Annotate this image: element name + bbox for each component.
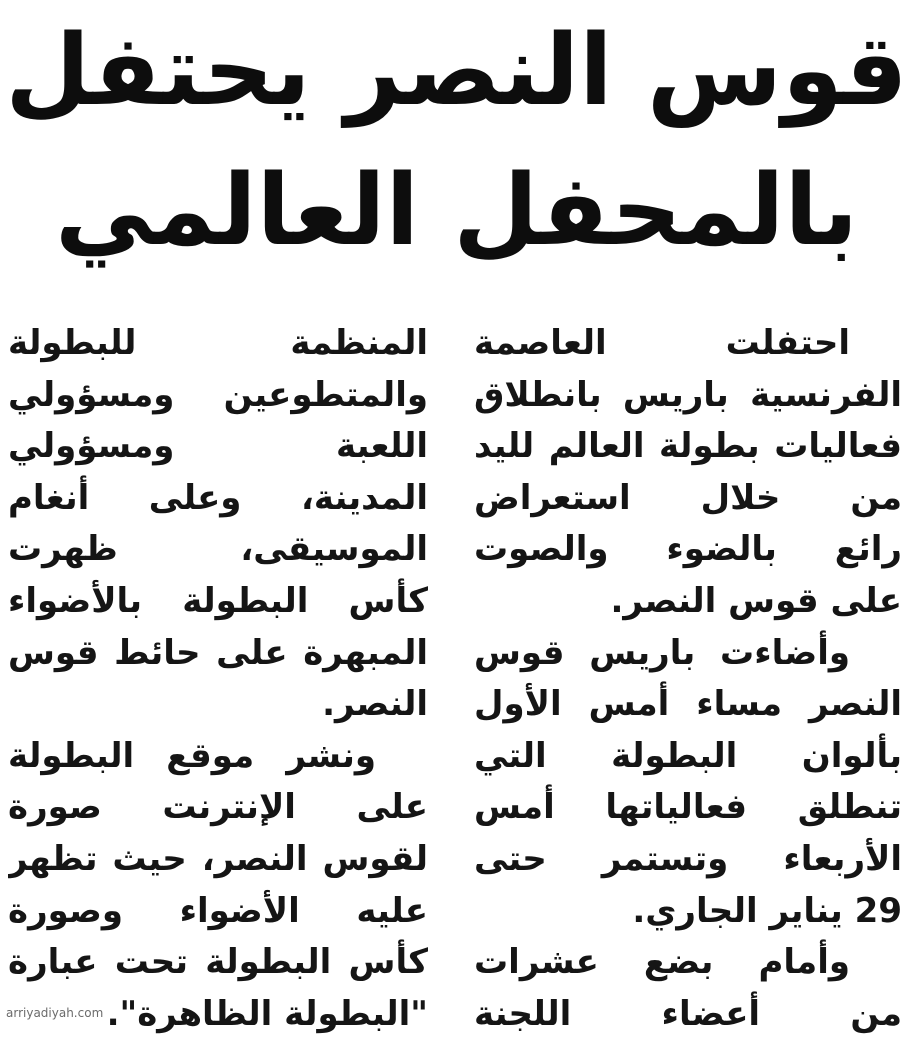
- headline-line-1: قوس النصر يحتفل: [5, 14, 908, 128]
- body-line: من أعضاء اللجنة: [474, 993, 902, 1034]
- body-line: احتفلت العاصمة: [474, 323, 850, 363]
- body-line: النصر.: [322, 684, 428, 725]
- body-line: عليه الأضواء وصورة: [8, 890, 428, 931]
- body-line: الموسيقى، ظهرت: [8, 529, 428, 570]
- body-line: الفرنسية باريس بانطلاق: [474, 374, 902, 415]
- body-line: فعاليات بطولة العالم لليد: [474, 426, 902, 467]
- body-line: ونشر موقع البطولة: [8, 735, 376, 776]
- body-line: كأس البطولة تحت عبارة: [8, 942, 428, 983]
- body-line: "البطولة الظاهرة".: [106, 993, 428, 1034]
- body-line: المدينة، وعلى أنغام: [8, 477, 428, 518]
- body-line: على الإنترنت صورة: [8, 787, 428, 828]
- article-column-left: [8, 318, 428, 1040]
- body-line: المبهرة على حائط قوس: [8, 632, 428, 673]
- body-line: من خلال استعراض: [474, 477, 902, 518]
- body-line: والمتطوعين ومسؤولي: [8, 374, 428, 415]
- source-watermark: arriyadiyah.com: [6, 1006, 104, 1020]
- headline: [0, 0, 913, 300]
- headline-line-2: بالمحفل العالمي: [55, 154, 858, 268]
- body-line: وأضاءت باريس قوس: [474, 632, 850, 673]
- body-line: بألوان البطولة التي: [474, 735, 902, 776]
- article-column-right: [474, 318, 902, 1040]
- body-line: تنطلق فعالياتها أمس: [474, 787, 902, 828]
- body-line: النصر مساء أمس الأول: [474, 684, 902, 725]
- body-line: كأس البطولة بالأضواء: [8, 580, 428, 621]
- body-line: لقوس النصر، حيث تظهر: [8, 838, 428, 879]
- body-line: الأربعاء وتستمر حتى: [474, 838, 902, 879]
- body-line: رائع بالضوء والصوت: [474, 529, 902, 570]
- body-line: وأمام بضع عشرات: [474, 942, 850, 983]
- body-line: 29 يناير الجاري.: [632, 890, 902, 931]
- body-line: على قوس النصر.: [610, 580, 902, 621]
- body-line: اللعبة ومسؤولي: [8, 426, 428, 467]
- body-line: المنظمة للبطولة: [8, 323, 428, 363]
